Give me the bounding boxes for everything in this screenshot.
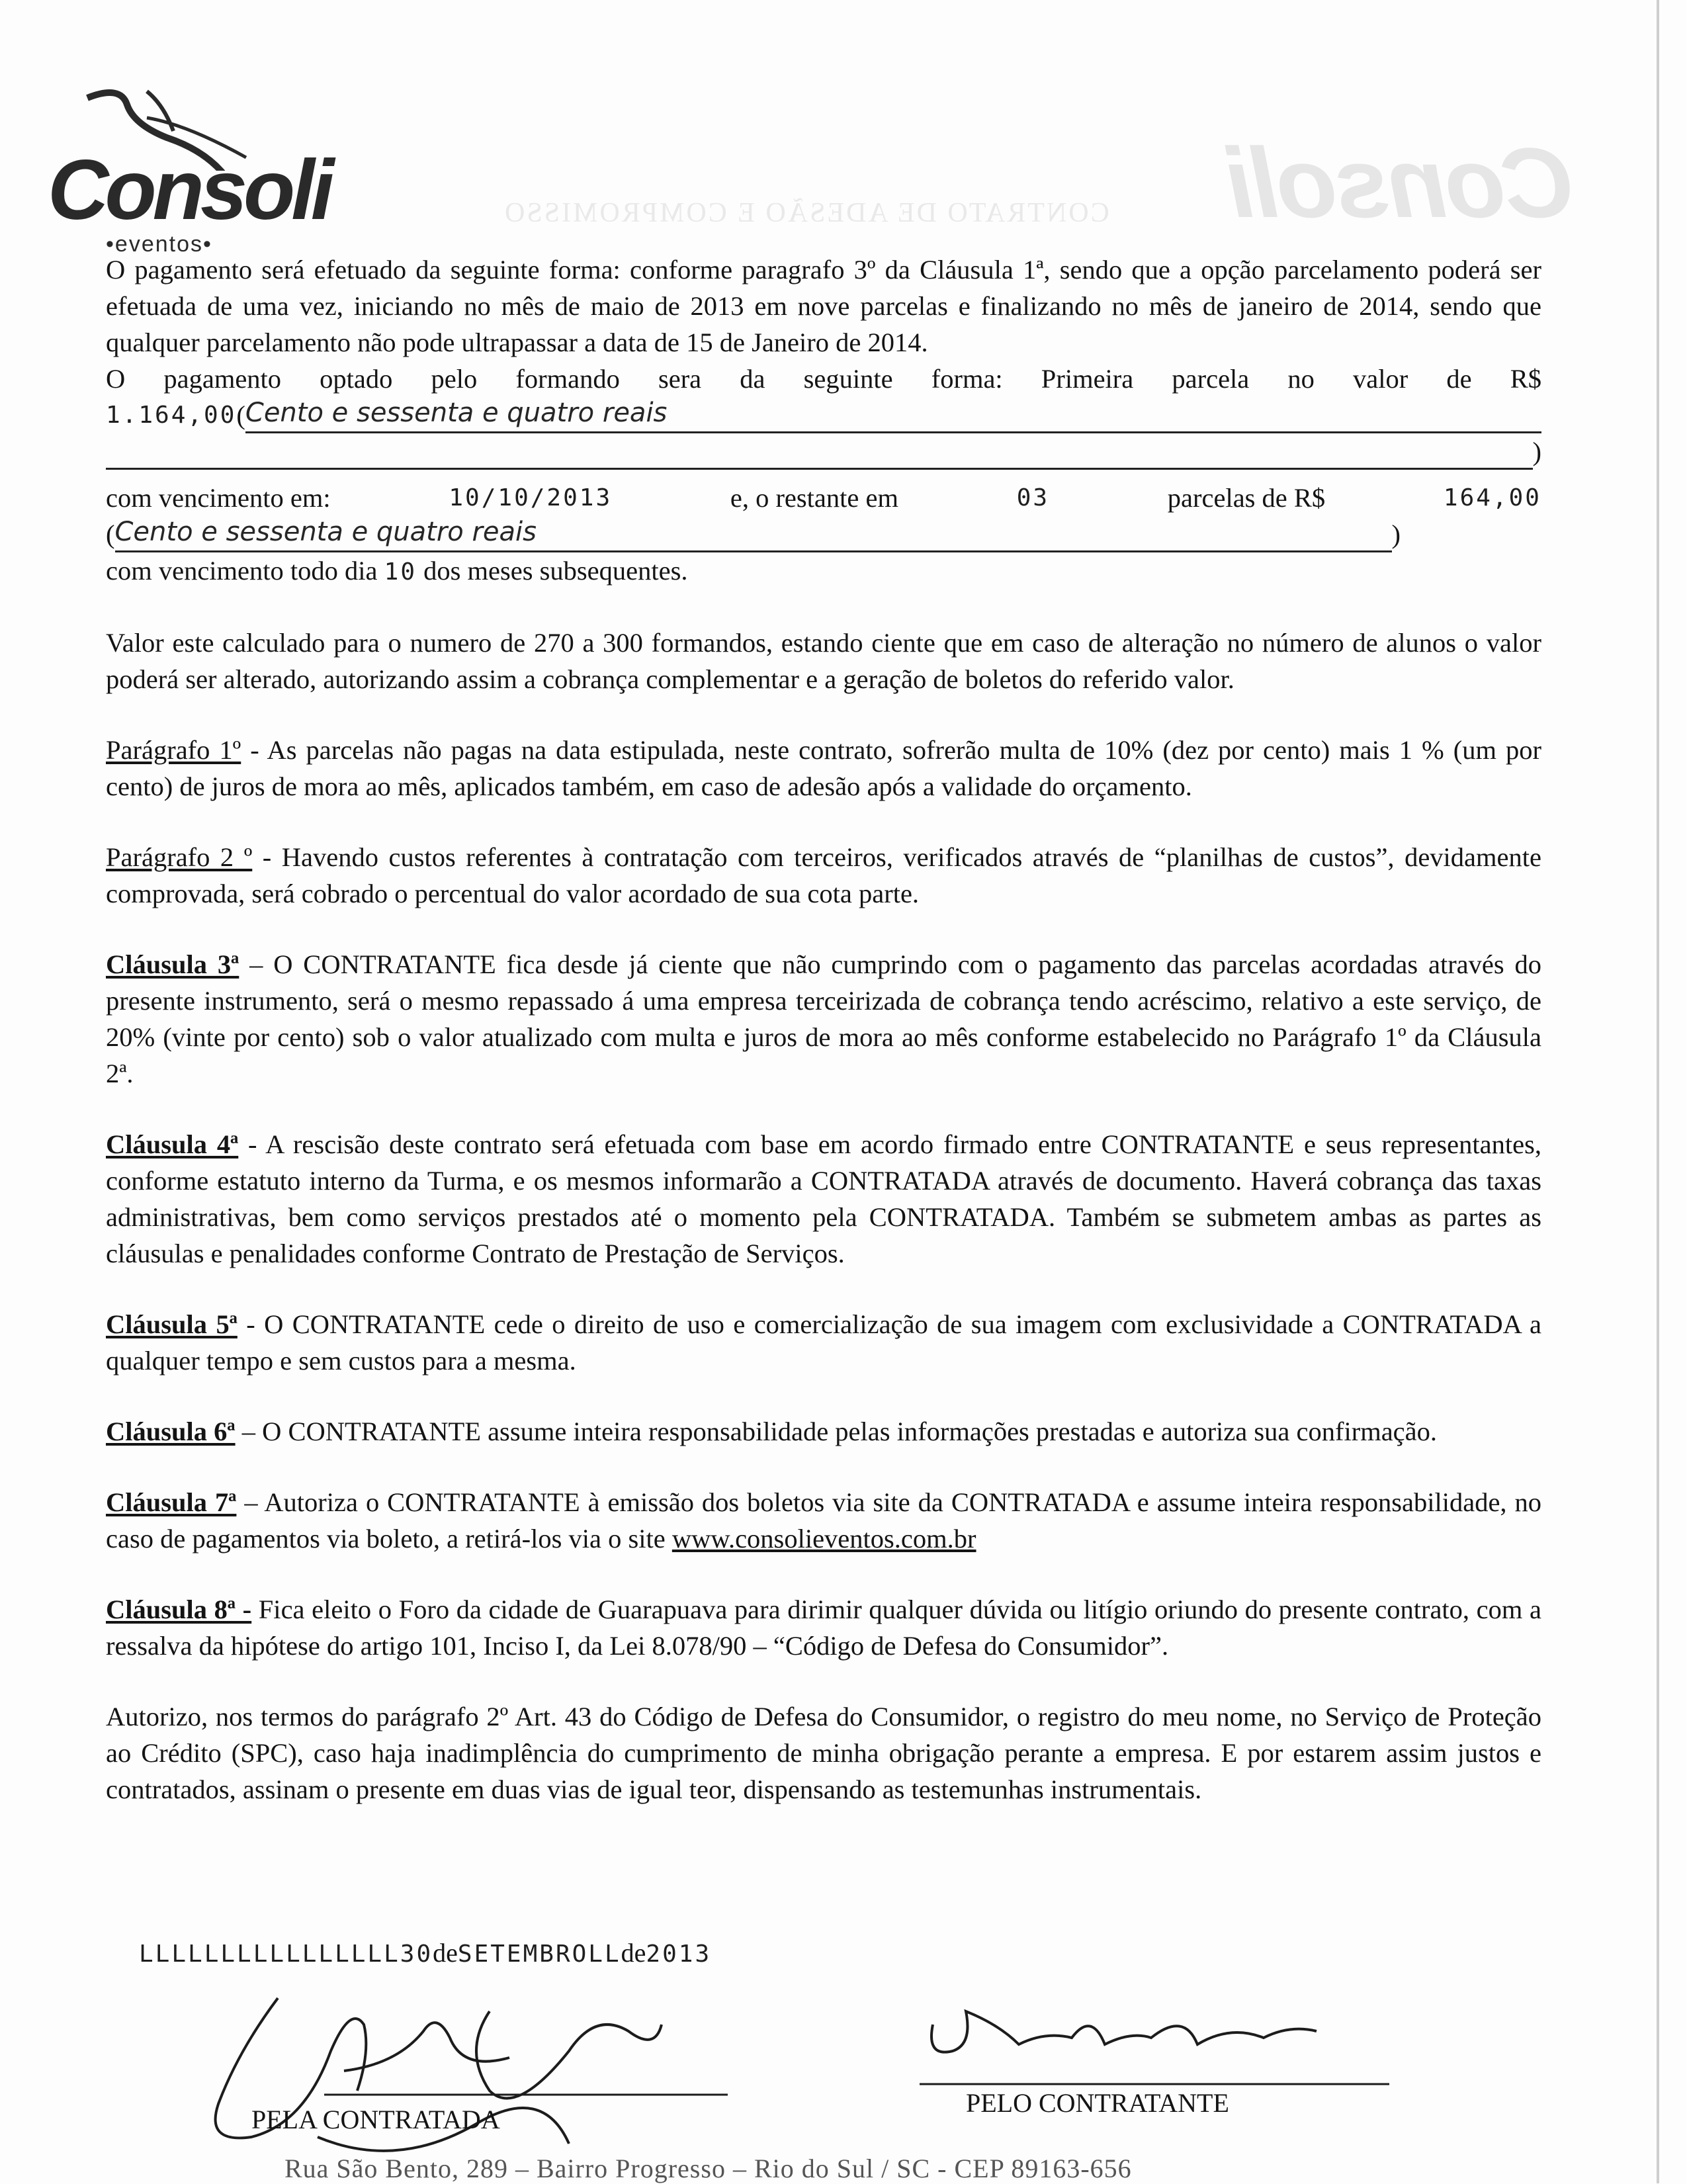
place-boxes: LLLLLLLLLLLLLLLL: [139, 1941, 400, 1968]
installments-count-boxes: 03: [1016, 484, 1050, 511]
year-boxes: 2013: [646, 1941, 712, 1968]
value-note: Valor este calculado para o numero de 270 a 300 formandos, estando ciente que em caso de alteração no número de alunos o valor poderá ser alterado, autorizando assim a cobrança complementar e a geração de boletos do referido valor.: [106, 628, 1541, 694]
first-value-continuation-line: ): [106, 433, 1541, 470]
installment-value-words: Cento e sessenta e quatro reais: [115, 514, 1392, 552]
contratante-label: PELO CONTRATANTE: [966, 2088, 1229, 2118]
clausula-5: Cláusula 5ª - O CONTRATANTE cede o direito de uso e comercialização de sua imagem com exclusividade a CONTRATADA a qualquer tempo e sem custos para a mesma.: [106, 1309, 1541, 1376]
paragrafo-2: Parágrafo 2 º - Havendo custos referentes à contratação com terceiros, verificados através de “planilhas de custos”, devidamente comprovada, será cobrado o percentual do valor acordado de sua cota parte.: [106, 842, 1541, 908]
date-line: LLLLLLLLLLLLLLLL30deSETEMBROLLde2013: [139, 1938, 712, 1968]
due-date-line: com vencimento em: 10/10/2013 e, o restante em 03 parcelas de R$ 164,00: [106, 470, 1541, 516]
installment-value-boxes: 164,00: [1443, 484, 1541, 511]
day-boxes: 30: [400, 1941, 433, 1968]
paragrafo-1: Parágrafo 1º - As parcelas não pagas na data estipulada, neste contrato, sofrerão multa de 10% (dez por cento) mais 1 % (um por cento) de juros de mora ao mês, aplicados também, em caso de adesão após a validade do orçamento.: [106, 735, 1541, 801]
footer-address: Rua São Bento, 289 – Bairro Progresso – Rio do Sul / SC - CEP 89163-656: [284, 2154, 1132, 2183]
first-installment-line: 1.164,00 ( Cento e sessenta e quatro reais: [106, 397, 1541, 433]
contract-body: [106, 251, 1541, 1808]
site-link[interactable]: www.consolieventos.com.br: [671, 1524, 976, 1553]
clausula-3: Cláusula 3ª – O CONTRATANTE fica desde já ciente que não cumprindo com o pagamento das parcelas acordadas através do presente instrumento, será o mesmo repassado á uma empresa terceirizada de cobrança tendo acréscimo, relativo a este serviço, de 20% (vinte por cento) sob o valor atualizado com multa e juros de mora ao mês conforme estabelecido no Parágrafo 1º da Cláusula 2ª.: [106, 949, 1541, 1088]
authorization-paragraph: Autorizo, nos termos do parágrafo 2º Art. 43 do Código de Defesa do Consumidor, o registro do meu nome, no Serviço de Proteção ao Crédito (SPC), caso haja inadimplência do cumprimento de minha obrigação perante a empresa. E por estarem assim justos e contratados, assinam o presente em duas vias de igual teor, dispensando as testemunhas instrumentais.: [106, 1702, 1541, 1804]
installment-words-line: ( Cento e sessenta e quatro reais ): [106, 516, 1541, 552]
logo-subtitle: •eventos•: [106, 232, 212, 257]
due-day-line: com vencimento todo dia 10 dos meses subsequentes.: [106, 556, 688, 586]
contratante-signature-icon: [920, 1985, 1396, 2144]
blank-line: [106, 441, 1533, 470]
payment-option-paragraph: O pagamento optado pelo formando sera da seguinte forma: Primeira parcela no valor de R$: [106, 364, 1541, 394]
contratante-signature-block: [920, 1985, 1396, 2144]
clausula-7: Cláusula 7ª – Autoriza o CONTRATANTE à emissão dos boletos via site da CONTRATADA e assume inteira responsabilidade, no caso de pagamentos via boleto, a retirá-los via o site www.consolieventos.com.br: [106, 1487, 1541, 1553]
clausula-6: Cláusula 6ª – O CONTRATANTE assume inteira responsabilidade pelas informações prestadas e autoriza sua confirmação.: [106, 1417, 1438, 1446]
consoli-logo: [48, 78, 331, 270]
first-value-boxes: 1.164,00: [106, 402, 237, 429]
show-through-logo: Consoli: [1229, 127, 1575, 238]
payment-paragraph: O pagamento será efetuado da seguinte forma: conforme paragrafo 3º da Cláusula 1ª, sendo que a opção parcelamento poderá ser efetuada de uma vez, iniciando no mês de maio de 2013 em nove parcelas e finalizando no mês de janeiro de 2014, sendo que qualquer parcelamento não pode ultrapassar a data de 15 de Janeiro de 2014.: [106, 255, 1541, 357]
contratada-signature-block: [198, 1972, 728, 2170]
logo-wordmark: Consoli: [48, 143, 331, 238]
due-date-boxes: 10/10/2013: [449, 484, 613, 511]
due-day-boxes: 10: [384, 558, 417, 586]
contratada-label: PELA CONTRATADA: [251, 2105, 500, 2134]
month-boxes: SETEMBRO: [457, 1941, 589, 1968]
clausula-4: Cláusula 4ª - A rescisão deste contrato será efetuada com base em acordo firmado entre CONTRATANTE e seus representantes, conforme estatuto interno da Turma, e os mesmos informarão a CONTRATADA através de documento. Haverá cobrança das taxas administrativas, bem como serviços prestados até o momento pela CONTRATADA. Também se submetem ambas as partes as cláusulas e penalidades conforme Contrato de Prestação de Serviços.: [106, 1129, 1541, 1268]
first-value-words: Cento e sessenta e quatro reais: [245, 395, 1541, 433]
clausula-8: Cláusula 8ª - Fica eleito o Foro da cidade de Guarapuava para dirimir qualquer dúvida ou litígio oriundo do presente contrato, com a ressalva da hipótese do artigo 101, Inciso I, da Lei 8.078/90 – “Código de Defesa do Consumidor”.: [106, 1594, 1541, 1661]
show-through-title: CONTRATO DE ADESÃO E COMPROMISSO: [503, 198, 1109, 228]
contratada-signature-icon: [198, 1972, 728, 2170]
